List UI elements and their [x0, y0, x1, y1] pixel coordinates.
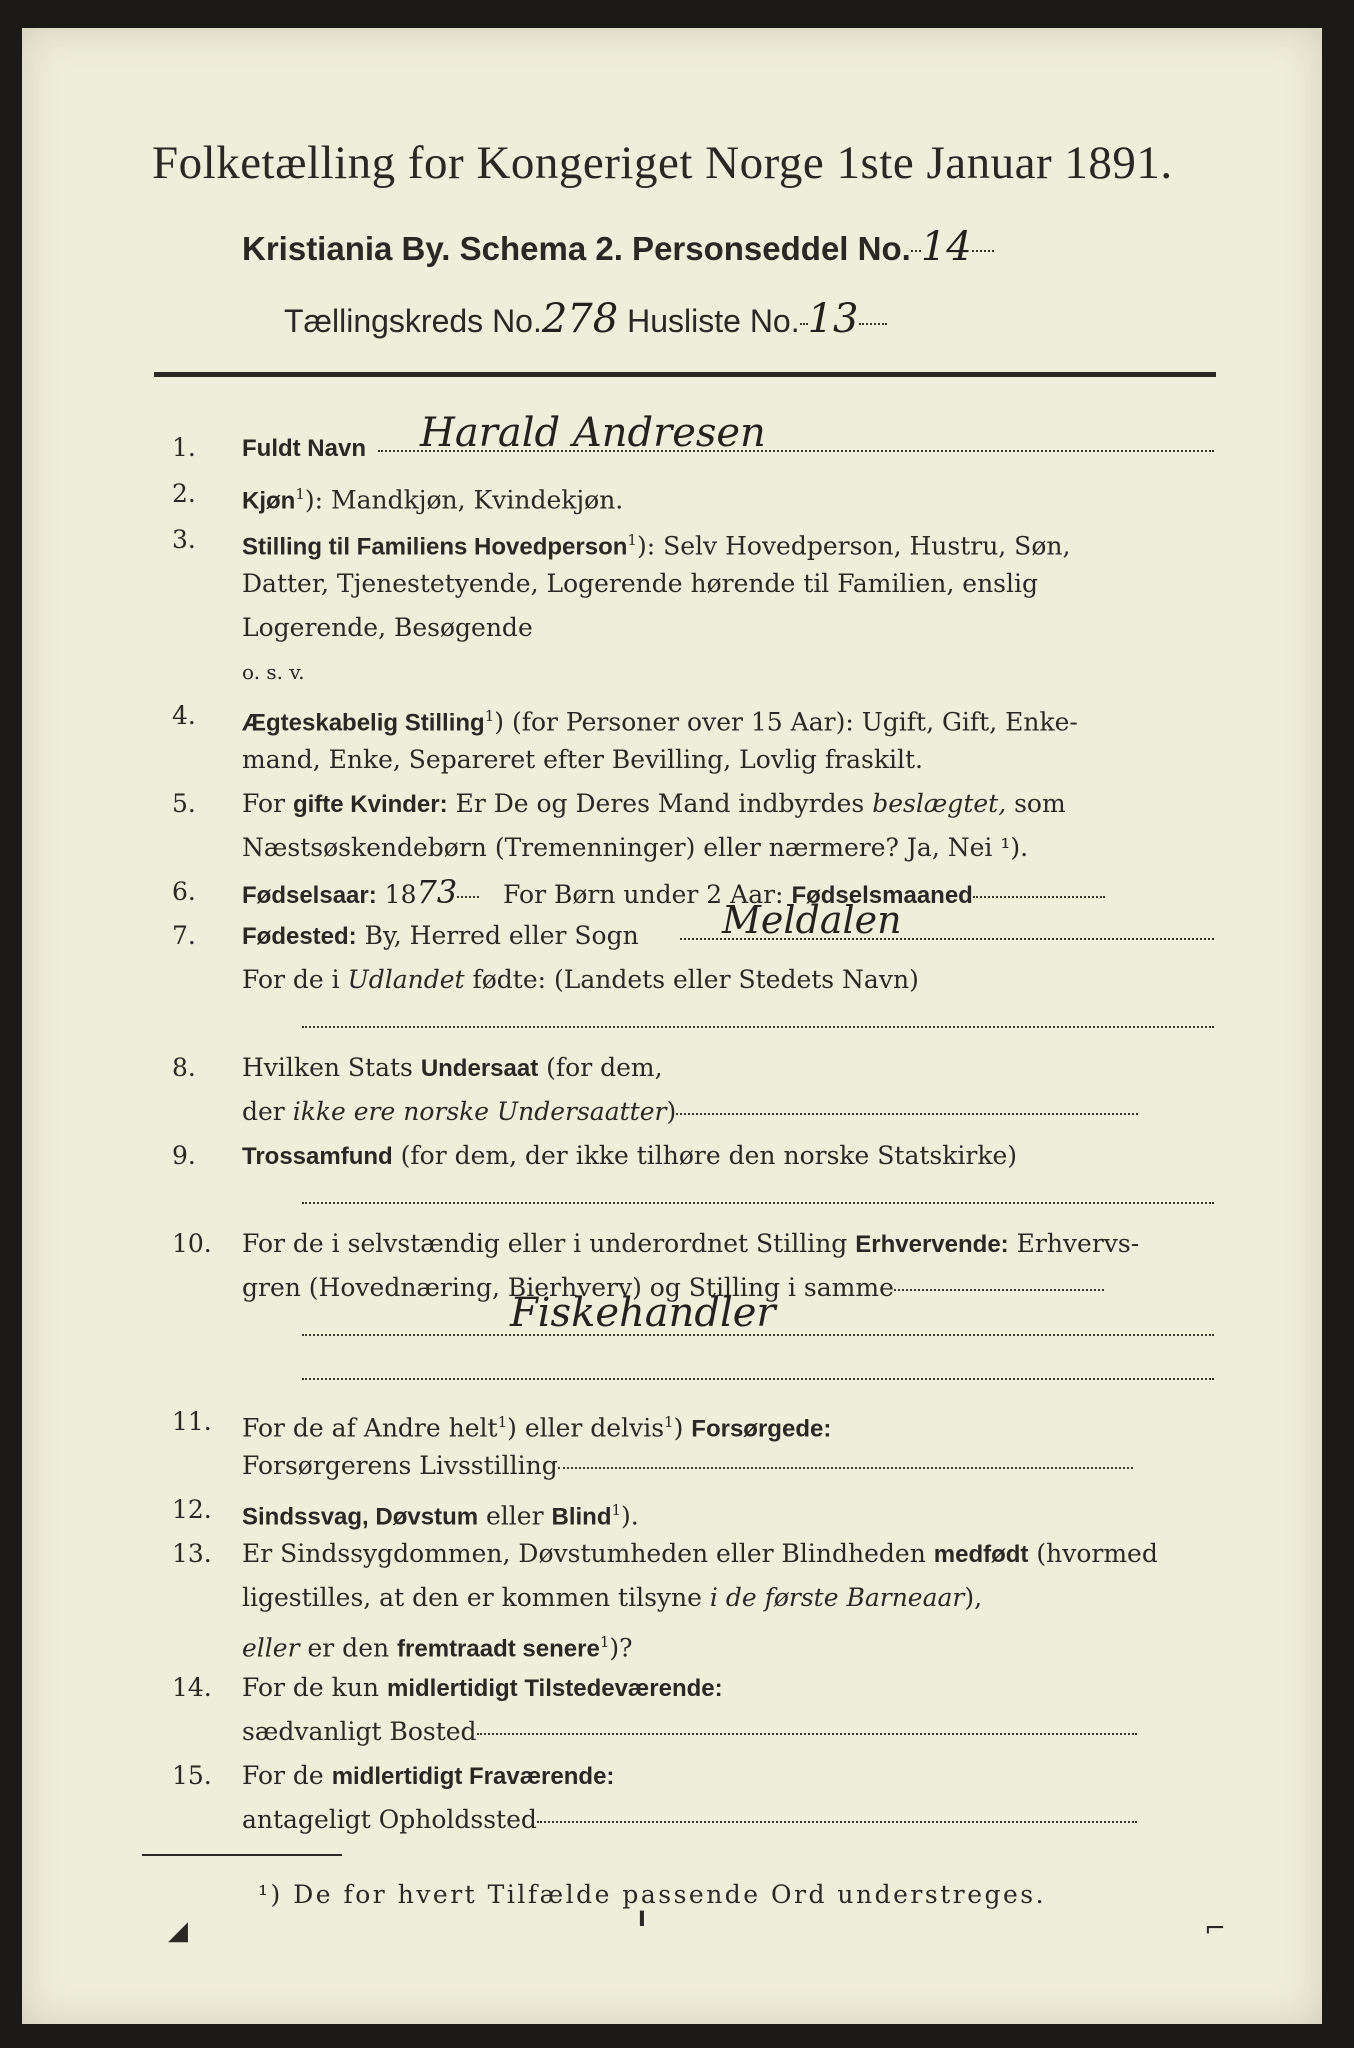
- taellingskreds-number: 278: [541, 296, 619, 342]
- item-7: 7. Fødested: By, Herred eller Sogn: [172, 914, 1222, 958]
- birth-year-handwritten: 73: [416, 873, 458, 911]
- item-4: 4. Ægteskabelig Stilling$^1$) (for Personer over 15 Aar): Ugift, Gift, Enke-: [172, 701, 1078, 737]
- item-11: 11. For de af Andre helt$^1$) eller delvis$^1$) Forsørgede:: [172, 1407, 832, 1443]
- census-form: Folketælling for Kongeriget Norge 1ste Januar 1891. Kristiania By. Schema 2. Personseddel No. 14 Tællingskreds No.278 Husliste No. 13 1. Fuldt Navn Harald Andresen 2. Kjøn$^1$): Mandkjøn, Kvindekjøn. 3. Stilling til Familiens Hovedperson$^1$): Selv Hovedperson, Hustru, Søn, Datter, Tjenestetyende, Logerende hørende til Familien, enslig Logerende, Besøgende o. s. v. 4. Ægteskabelig Stilling$^1$) (for Personer over 15 Aar): Ugift, Gift, Enke- mand, Enke, Separeret efter Bevilling, Lovlig fraskilt. 5. For gifte Kvinder: Er De og Deres Mand indbyrdes beslægtet, som Næstsøskendebørn (Tremenninger) eller nærmere? Ja, Nei ¹). 6. Fødselsaar: 1873 For Børn under 2 Aar: Fødselsmaaned 7. Fødested: By, Herred eller Sogn Meldalen For de i Udlandet fødte: (Landets eller Stedets Navn) 8. Hvilken Stats Undersaat (for dem, der ikke ere norske Undersaatter) 9. Trossamfund (for dem, der ikke tilhøre den norske Statskirke) 10. For de i selvstændig eller i underordnet Stilling Erhvervende: Erhvervs- gren (Hovednæring, Bierhverv) og Stilling i samme Fiskehandler 11. For de af Andre helt$^1$) eller delvis$^1$) Forsørgede: Forsørgerens Livsstilling 12. Sindssvag, Døvstum eller Blind$^1$). 13. Er Sindssygdommen, Døvstumheden eller Blindheden medfødt (hvormed ligestilles, at den er kommen tilsyne i de første Barneaar), eller er den fremtraadt senere$^1$)? 14. For de kun midlertidigt Tilstedeværende: sædvanligt Bosted 15. For de midlertidigt Fraværende: antageligt Opholdssted ¹) De for hvert Tilfælde passende Ord understreges. ◢ ╹ ⌐: [22, 28, 1322, 2024]
- item-number: 1.: [172, 433, 196, 462]
- item-14: 14. For de kun midlertidigt Tilstedeværende:: [172, 1673, 723, 1702]
- name-handwritten: Harald Andresen: [420, 410, 766, 456]
- item-8: 8. Hvilken Stats Undersaat (for dem,: [172, 1053, 663, 1082]
- occupation-handwritten: Fiskehandler: [510, 1290, 776, 1336]
- item-10: 10. For de i selvstændig eller i underordnet Stilling Erhvervende: Erhvervs-: [172, 1229, 1140, 1258]
- corner-mark-right: ⌐: [1204, 1914, 1226, 1944]
- footnote: ¹) De for hvert Tilfælde passende Ord understreges.: [258, 1880, 1047, 1909]
- item-label: Fuldt Navn: [242, 435, 366, 462]
- item-12: 12. Sindssvag, Døvstum eller Blind$^1$).: [172, 1495, 639, 1531]
- item-2: 2. Kjøn$^1$): Mandkjøn, Kvindekjøn.: [172, 479, 624, 515]
- district-line: [284, 296, 887, 342]
- item-15: 15. For de midlertidigt Fraværende:: [172, 1761, 615, 1790]
- schema-line: [242, 224, 994, 270]
- item-13: 13. Er Sindssygdommen, Døvstumheden eller Blindheden medfødt (hvormed: [172, 1539, 1158, 1568]
- item-6: 6. Fødselsaar: 1873 For Børn under 2 Aar: Fødselsmaaned: [172, 870, 1222, 914]
- item-9: 9. Trossamfund (for dem, der ikke tilhøre den norske Statskirke): [172, 1141, 1018, 1170]
- header-rule: [154, 372, 1216, 377]
- husliste-label: Husliste No.: [627, 303, 800, 339]
- birthplace-handwritten: Meldalen: [722, 898, 902, 942]
- personseddel-number: 14: [920, 224, 972, 270]
- corner-mark-left: ◢: [168, 1916, 188, 1946]
- item-3: 3. Stilling til Familiens Hovedperson$^1$): Selv Hovedperson, Hustru, Søn,: [172, 525, 1071, 561]
- husliste-number: 13: [807, 296, 859, 342]
- schema-line-label: Kristiania By. Schema 2. Personseddel No.: [242, 230, 911, 267]
- form-title: Folketælling for Kongeriget Norge 1ste Januar 1891.: [152, 137, 1173, 189]
- corner-mark-center: ╹: [634, 1912, 650, 1942]
- footnote-rule: [142, 1854, 342, 1856]
- item-5: 5. For gifte Kvinder: Er De og Deres Mand indbyrdes beslægtet, som: [172, 789, 1066, 818]
- taellingskreds-label: Tællingskreds No.: [284, 303, 542, 339]
